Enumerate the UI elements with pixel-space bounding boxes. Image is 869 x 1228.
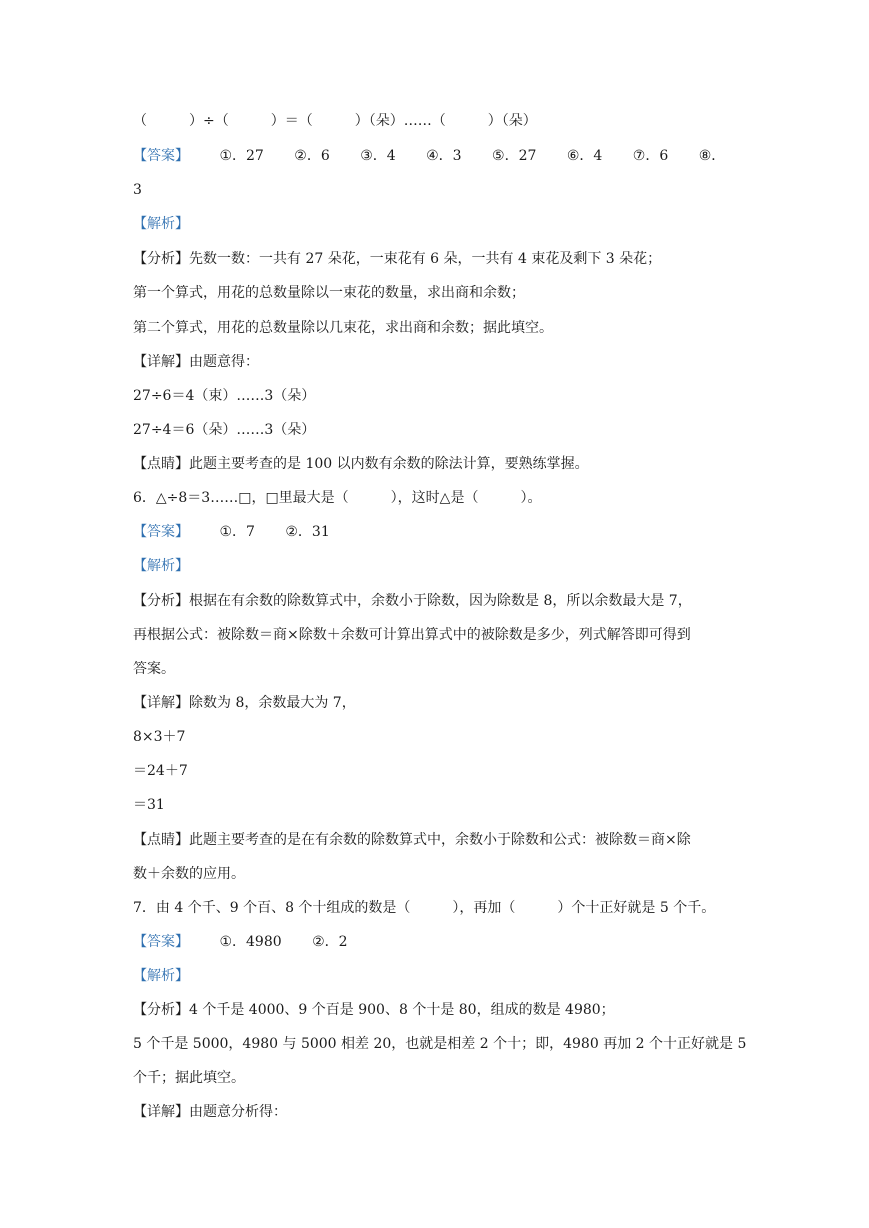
- answer-option: ③．4: [360, 148, 396, 164]
- answer-option: ④．3: [426, 148, 462, 164]
- answer-label: 【答案】: [133, 524, 189, 540]
- question-7: 7．由 4 个千、9 个百、8 个十组成的数是（ ），再加（ ）个十正好就是 5 个千。: [133, 900, 716, 916]
- comment-text: 数＋余数的应用。: [133, 866, 245, 882]
- fill-blank-line: （ ）÷（ ）＝（ ）（朵）……（ ）（朵）: [133, 113, 537, 129]
- answer-option: ⑥．4: [566, 148, 603, 164]
- answer-row-q5: [133, 145, 741, 167]
- answer-option: ⑧．: [698, 148, 726, 164]
- analysis-text: 5 个千是 5000，4980 与 5000 相差 20，也就是相差 2 个十；即，4980 再加 2 个十正好就是 5: [133, 1036, 747, 1052]
- analysis-text: 【分析】先数一数：一共有 27 朵花，一束花有 6 朵，一共有 4 束花及剩下 3 朵花；: [133, 251, 662, 267]
- answer-option: ①．7: [219, 524, 255, 540]
- answer-option: ①．27: [219, 148, 264, 164]
- answer-label: 【答案】: [133, 148, 189, 164]
- detail-text: 【详解】由题意分析得：: [133, 1104, 287, 1120]
- analysis-text: 第二个算式，用花的总数量除以几束花，求出商和余数；据此填空。: [133, 320, 553, 336]
- analysis-label: 【解析】: [133, 216, 189, 232]
- detail-text: 【详解】由题意得：: [133, 354, 259, 370]
- comment-text: 【点睛】此题主要考查的是在有余数的除数算式中，余数小于除数和公式：被除数＝商×除: [133, 832, 691, 848]
- detail-text: 【详解】除数为 8，余数最大为 7，: [133, 695, 356, 711]
- answer-option: ⑦．6: [632, 148, 669, 164]
- answer-option: ⑤．27: [492, 148, 537, 164]
- equation: 8×3＋7: [133, 729, 186, 745]
- answer-option: ②．31: [285, 524, 330, 540]
- question-6: 6．△÷8＝3……□，□里最大是（ ），这时△是（ ）。: [133, 490, 542, 506]
- answer-continuation: 3: [133, 182, 142, 198]
- analysis-label: 【解析】: [133, 968, 189, 984]
- analysis-text: 【分析】根据在有余数的除数算式中，余数小于除数，因为除数是 8，所以余数最大是 7，: [133, 593, 692, 609]
- answer-row-q6: [133, 521, 741, 543]
- answer-option: ①．4980: [219, 934, 282, 950]
- answer-option: ②．2: [312, 934, 348, 950]
- equation: 27÷4＝6（朵）……3（朵）: [133, 422, 316, 438]
- equation: ＝24＋7: [133, 763, 188, 779]
- analysis-text: 答案。: [133, 661, 175, 677]
- comment-text: 【点睛】此题主要考查的是 100 以内数有余数的除法计算，要熟练掌握。: [133, 456, 589, 472]
- analysis-text: 第一个算式，用花的总数量除以一束花的数量，求出商和余数；: [133, 285, 525, 301]
- answer-option: ②．6: [294, 148, 330, 164]
- analysis-text: 【分析】4 个千是 4000、9 个百是 900、8 个十是 80，组成的数是 4980；: [133, 1002, 615, 1018]
- analysis-text: 个千；据此填空。: [133, 1070, 245, 1086]
- analysis-label: 【解析】: [133, 558, 189, 574]
- analysis-text: 再根据公式：被除数＝商×除数＋余数可计算出算式中的被除数是多少，列式解答即可得到: [133, 627, 691, 643]
- answer-label: 【答案】: [133, 934, 189, 950]
- answer-row-q7: [133, 931, 741, 953]
- equation: 27÷6＝4（束）……3（朵）: [133, 388, 316, 404]
- equation: ＝31: [133, 797, 165, 813]
